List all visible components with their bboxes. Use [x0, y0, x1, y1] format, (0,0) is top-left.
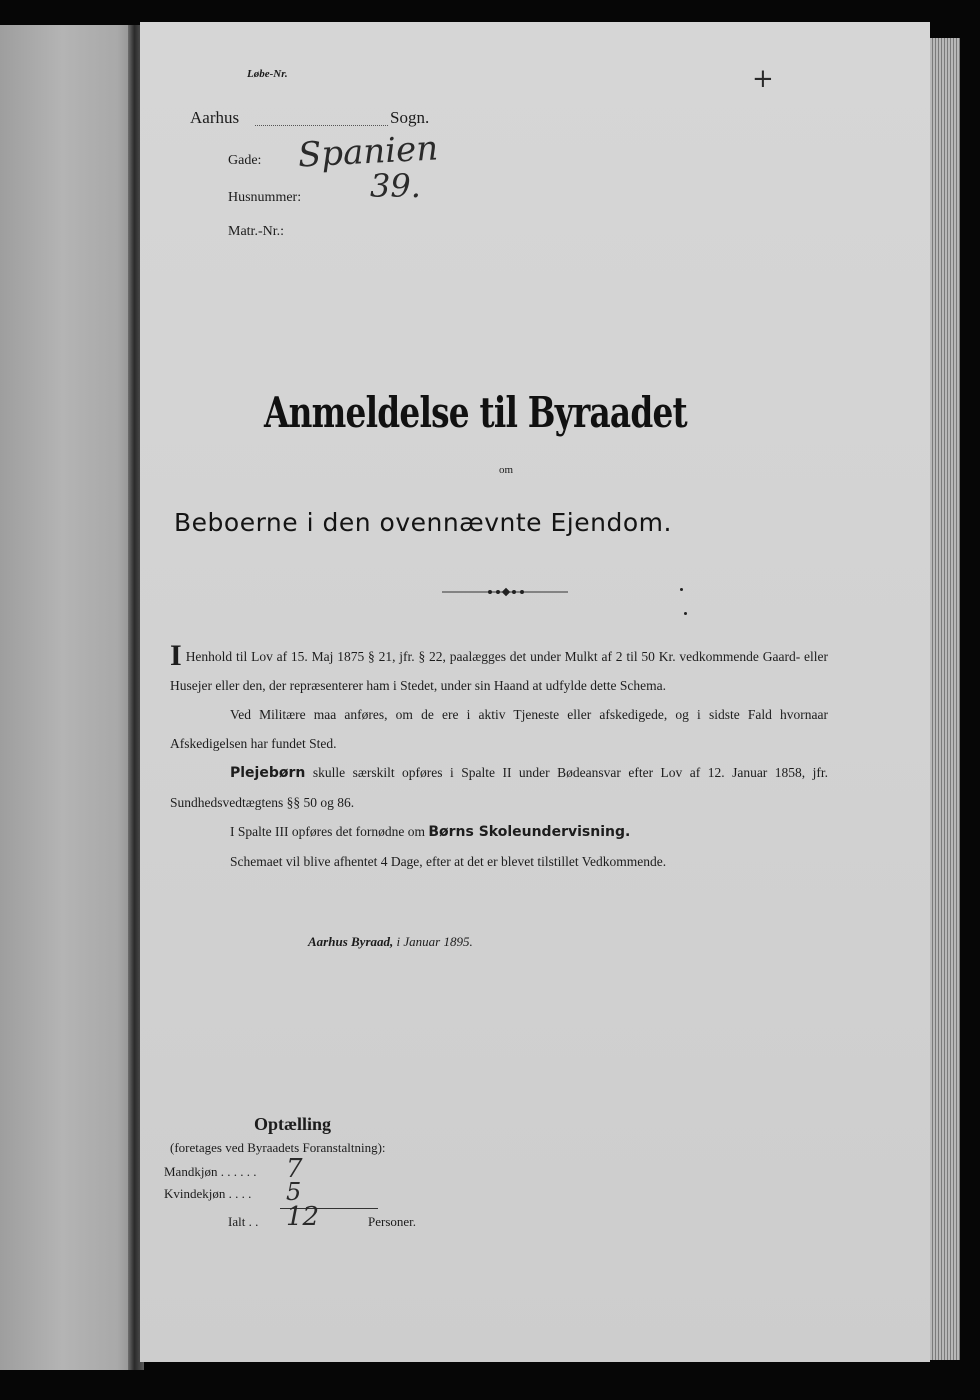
lobe-nr-label: Løbe-Nr. — [247, 68, 288, 80]
female-label: Kvindekjøn . . . . — [164, 1186, 252, 1201]
matr-label: Matr.-Nr.: — [228, 224, 284, 239]
male-label: Mandkjøn . . . . . . — [164, 1164, 257, 1179]
paragraph-3-text: skulle særskilt opføres i Spalte II under Bødeansvar efter Lov af 12. Januar 1858, jfr. Sundhedsvedtægtens §§ 50 og 86. — [170, 765, 829, 810]
city-line — [255, 125, 388, 126]
paragraph-1-initial: I — [170, 639, 182, 672]
gade-value: Spanien — [297, 128, 440, 176]
plejeborn-term: Plejebørn — [230, 765, 306, 781]
signature-date: i Januar 1895. — [396, 934, 473, 949]
paragraph-4 — [170, 817, 828, 847]
paragraph-5: Schemaet vil blive afhentet 4 Dage, efter at det er blevet tilstillet Vedkommende. — [230, 854, 667, 869]
left-page — [0, 25, 138, 1370]
instructions-block — [170, 639, 829, 876]
paragraph-1 — [170, 639, 828, 700]
city-label: Aarhus — [190, 108, 240, 127]
skoleundervisning-term: Børns Skoleundervisning. — [428, 824, 631, 840]
gade-label: Gade: — [228, 153, 262, 168]
total-value: 12 — [286, 1202, 320, 1232]
count-note: (foretages ved Byraadets Foranstaltning): — [170, 1140, 386, 1155]
signature-line — [308, 934, 473, 950]
male-value: 7 — [286, 1154, 303, 1184]
female-value: 5 — [286, 1178, 302, 1206]
title-om: om — [499, 464, 514, 476]
signature-byraad: Aarhus Byraad, — [308, 934, 394, 949]
corner-mark: + — [752, 64, 774, 94]
count-title: Optælling — [254, 1114, 332, 1134]
document-page — [140, 22, 930, 1362]
husnummer-label: Husnummer: — [228, 190, 302, 205]
ink-speck — [680, 588, 683, 591]
document-title: Anmeldelse til Byraadet — [264, 388, 687, 437]
paragraph-4-text: I Spalte III opføres det fornødne om — [230, 824, 425, 839]
total-label: Ialt . . — [228, 1214, 259, 1229]
husnummer-value: 39. — [370, 167, 421, 205]
sogn-label: Sogn. — [390, 108, 430, 127]
paragraph-2: Ved Militære maa anføres, om de ere i aktiv Tjeneste eller afskedigede, og i sidste Fald hvornaar Afskedigelsen har fundet Sted. — [170, 707, 828, 751]
paragraph-1-text: Henhold til Lov af 15. Maj 1875 § 21, jfr. § 22, paalægges det under Mulkt af 2 til 50 Kr. vedkommende Gaard- eller Husejer eller den, der repræsenterer ham i Stedet, under sin Haand at udfylde dette Schema. — [170, 649, 828, 693]
personer-label: Personer. — [368, 1214, 417, 1229]
paragraph-3 — [170, 758, 828, 817]
ink-speck — [684, 612, 687, 615]
document-subtitle: Beboerne i den ovennævnte Ejendom. — [174, 508, 672, 537]
ornament-divider — [440, 586, 570, 598]
